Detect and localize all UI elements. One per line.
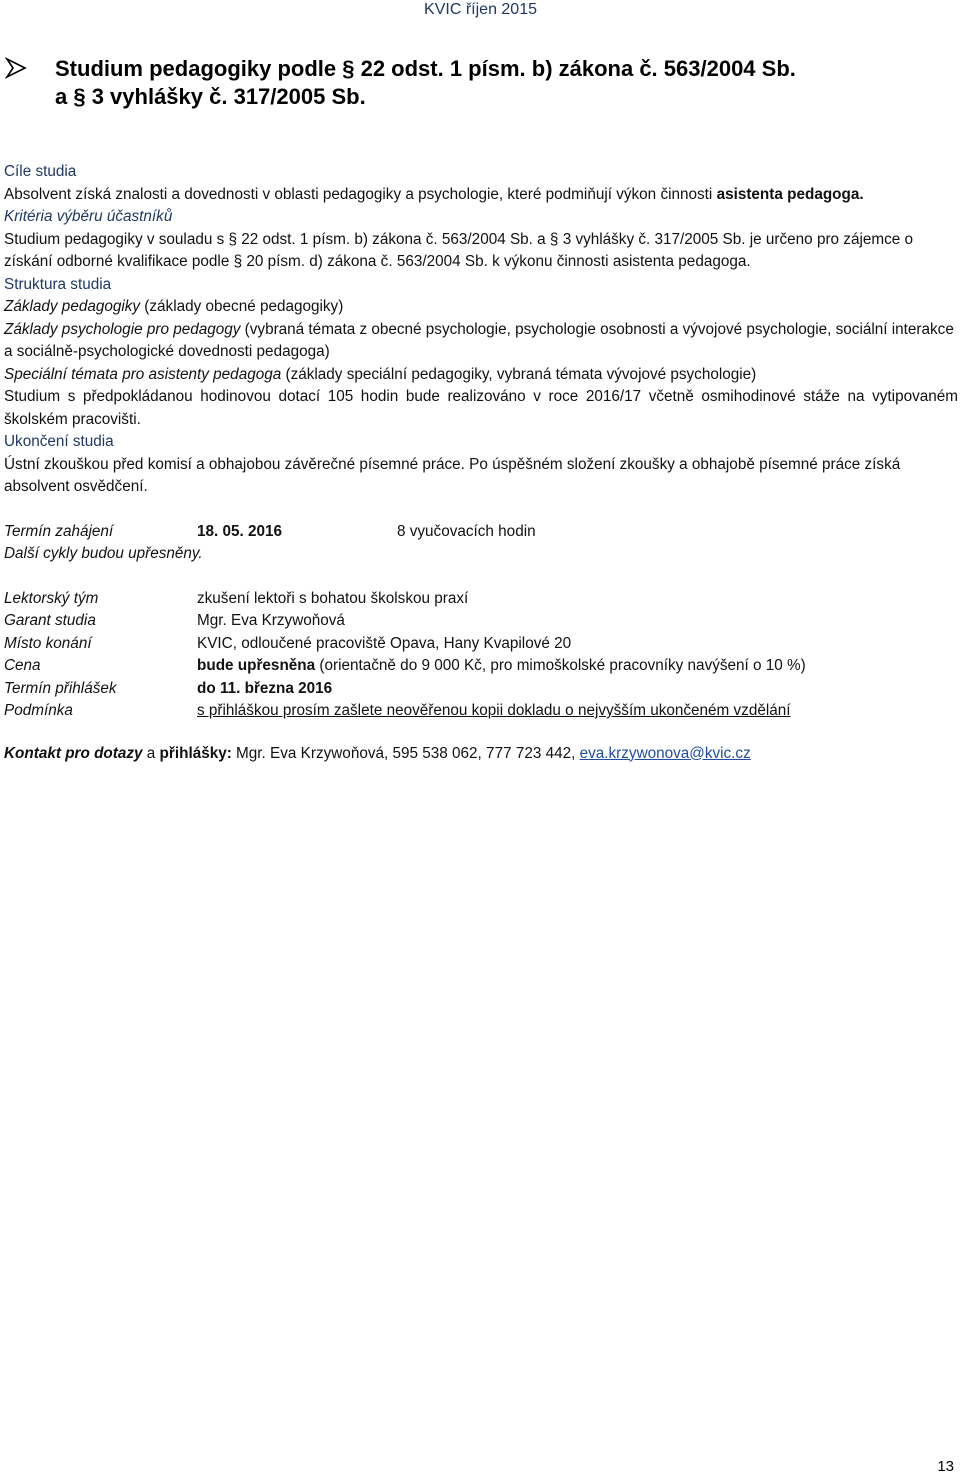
struktura-note: Studium s předpokládanou hodinovou dotací 105 hodin bude realizováno v roce 2016/17 včetně osmihodinové stáže na vytipovaném školském pracovišti.	[4, 388, 958, 428]
arrow-bullet-icon	[5, 57, 27, 79]
garant-value: Mgr. Eva Krzywoňová	[197, 612, 345, 629]
zahajeni-label: Termín zahájení	[4, 522, 114, 540]
ukonceni-text: Ústní zkouškou před komisí a obhajobou závěrečné písemné práce. Po úspěšném složení zkoušky a obhajobě písemné práce získá absolvent osvědčení.	[4, 455, 901, 495]
zahajeni-hours: 8 vyučovacích hodin	[397, 522, 536, 540]
contact-and: a	[142, 744, 160, 762]
section-title-line1: Studium pedagogiky podle § 22 odst. 1 písm. b) zákona č. 563/2004 Sb.	[55, 56, 796, 81]
cile-bold: asistenta pedagoga.	[716, 185, 864, 203]
heading-kriteria: Kritéria výběru účastníků	[4, 208, 173, 225]
struktura-item-1	[4, 296, 958, 319]
contact-email-link[interactable]: eva.krzywonova@kvic.cz	[579, 744, 751, 762]
zahajeni-further: Další cykly budou upřesněny.	[4, 545, 203, 562]
cena-bold: bude upřesněna	[197, 657, 316, 674]
section-title-line2: a § 3 vyhlášky č. 317/2005 Sb.	[55, 84, 366, 109]
struktura-item-2-text: (vybraná témata z obecné psychologie, psychologie osobnosti a vývojové psychologie, sociální interakce a sociálně-psychologické dovednosti pedagoga)	[4, 320, 954, 360]
struktura-item-2-title: Základy psychologie pro pedagogy	[4, 320, 241, 338]
document-body	[4, 161, 958, 765]
detail-row-misto	[4, 633, 958, 656]
struktura-item-2	[4, 319, 958, 364]
zahajeni-row	[4, 521, 958, 544]
detail-row-prihlasek	[4, 678, 958, 701]
cile-paragraph	[4, 184, 958, 207]
contact-line	[4, 743, 958, 766]
lektori-label: Lektorský tým	[4, 589, 99, 607]
zahajeni-date: 18. 05. 2016	[197, 522, 283, 540]
podminka-label: Podmínka	[4, 702, 73, 719]
detail-row-cena	[4, 655, 958, 678]
misto-label: Místo konání	[4, 634, 92, 652]
struktura-item-1-title: Základy pedagogiky	[4, 298, 141, 315]
struktura-item-3-text: (základy speciální pedagogiky, vybraná témata vývojové psychologie)	[281, 365, 757, 383]
struktura-item-3-title: Speciální témata pro asistenty pedagoga	[4, 365, 282, 383]
cena-text: (orientačně do 9 000 Kč, pro mimoškolské pracovníky navýšení o 10 %)	[315, 657, 806, 674]
section-title	[55, 55, 945, 111]
contact-text: Mgr. Eva Krzywoňová, 595 538 062, 777 723 442,	[231, 744, 580, 762]
contact-label-bold: přihlášky:	[159, 744, 232, 762]
garant-label: Garant studia	[4, 612, 96, 629]
kriteria-paragraph	[4, 229, 958, 274]
section-title-block	[5, 55, 945, 111]
cena-value	[197, 655, 806, 678]
prihlasek-value: do 11. března 2016	[197, 679, 333, 697]
podminka-value: s přihláškou prosím zašlete neověřenou kopii dokladu o nejvyšším ukončeném vzdělání	[197, 702, 791, 719]
running-header: KVIC říjen 2015	[424, 1, 537, 18]
prihlasek-label: Termín přihlášek	[4, 679, 117, 697]
heading-ukonceni: Ukončení studia	[4, 433, 114, 450]
kriteria-text: je určeno pro zájemce o získání odborné kvalifikace podle § 20 písm. d) zákona č. 563/2004 Sb. k výkonu činnosti asistenta pedagoga.	[4, 230, 914, 270]
cena-label: Cena	[4, 657, 41, 674]
misto-value: KVIC, odloučené pracoviště Opava, Hany Kvapilové 20	[197, 634, 572, 652]
heading-cile: Cíle studia	[4, 163, 77, 180]
struktura-item-3	[4, 364, 958, 387]
lektori-value: zkušení lektoři s bohatou školskou praxí	[197, 589, 469, 607]
detail-row-podminka	[4, 700, 958, 723]
page-number: 13	[937, 1458, 954, 1475]
heading-struktura: Struktura studia	[4, 275, 112, 293]
kriteria-law: Studium pedagogiky v souladu s § 22 odst. 1 písm. b) zákona č. 563/2004 Sb. a § 3 vyhlášky č. 317/2005 Sb.	[4, 230, 746, 248]
cile-text: Absolvent získá znalosti a dovednosti v oblasti pedagogiky a psychologie, které podmiňují výkon činnosti	[4, 185, 717, 203]
struktura-item-1-text: (základy obecné pedagogiky)	[140, 298, 344, 315]
contact-label: Kontakt pro dotazy	[4, 744, 143, 762]
detail-row-garant	[4, 610, 958, 633]
detail-row-lektori	[4, 588, 958, 611]
